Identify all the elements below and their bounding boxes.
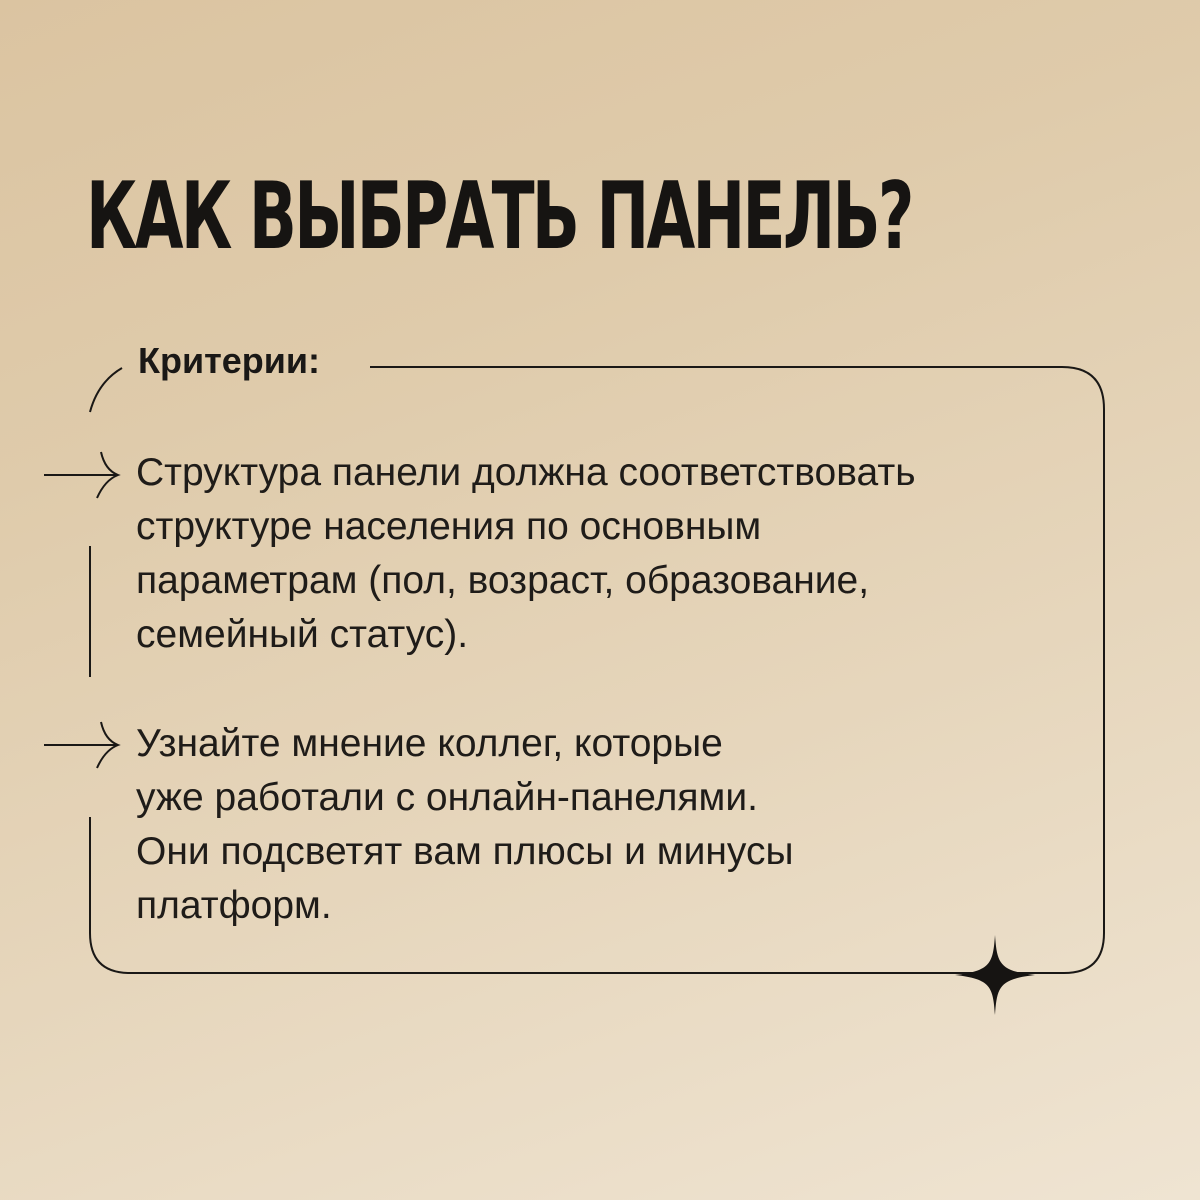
arrow-right-icon	[42, 720, 124, 770]
criteria-label: Критерии:	[138, 340, 320, 381]
page-title: КАК ВЫБРАТЬ ПАНЕЛЬ?	[86, 162, 912, 271]
four-point-star-icon	[955, 935, 1035, 1015]
criteria-item: Структура панели должна соответствовать структуре населения по основным параметрам (пол, возраст, образование, семейный статус).	[136, 451, 916, 656]
arrow-right-icon	[42, 450, 124, 500]
criteria-item: Узнайте мнение коллег, которые уже работали с онлайн-панелями. Они подсветят вам плюсы и минусы платформ.	[136, 722, 794, 927]
